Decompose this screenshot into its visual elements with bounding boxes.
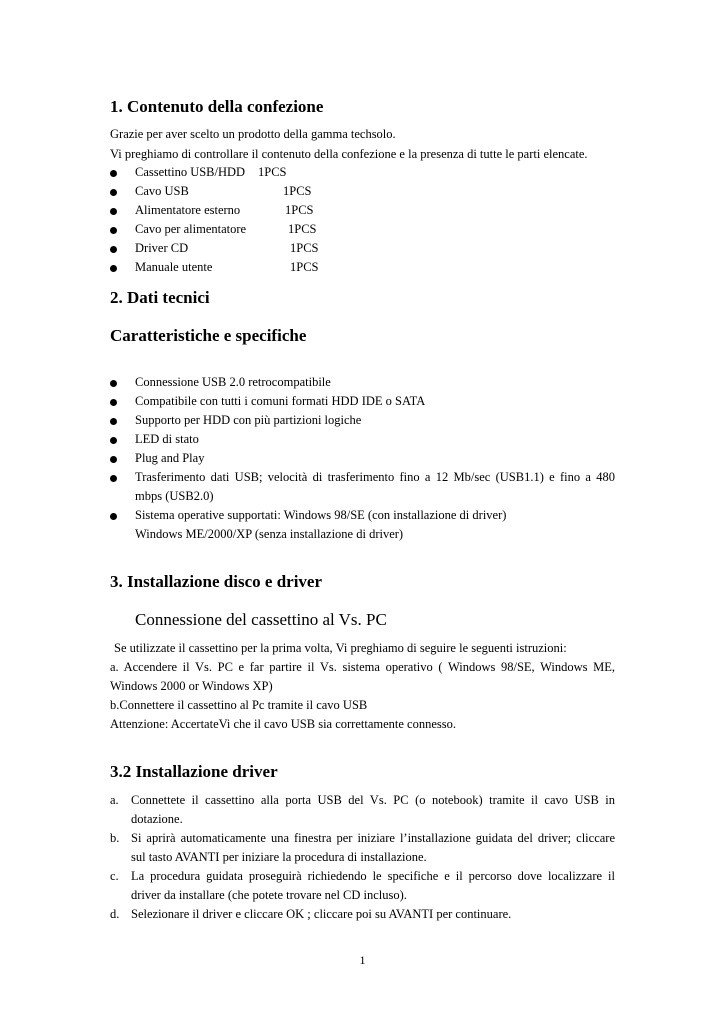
instruction-a-continuation: Windows 2000 or Windows XP)	[110, 679, 273, 693]
step-text: Connettete il cassettino alla porta USB del Vs. PC (o notebook) tramite il cavo USB in	[131, 793, 615, 807]
bullet-icon	[110, 456, 117, 463]
section-3-2-heading: 3.2 Installazione driver	[110, 762, 278, 781]
bullet-icon	[110, 208, 117, 215]
list-item-qty: 1PCS	[288, 222, 317, 236]
step-text-continuation: sul tasto AVANTI per iniziare la procedura di installazione.	[131, 850, 427, 864]
step-marker: c.	[110, 869, 119, 883]
bullet-icon	[110, 170, 117, 177]
section-3-subheading: Connessione del cassettino al Vs. PC	[135, 610, 387, 629]
bullet-icon	[110, 437, 117, 444]
intro-line-1: Grazie per aver scelto un prodotto della gamma techsolo.	[110, 127, 396, 141]
bullet-icon	[110, 399, 117, 406]
step-text: Selezionare il driver e cliccare OK ; cliccare poi su AVANTI per continuare.	[131, 907, 512, 921]
spec-item: Plug and Play	[135, 451, 205, 465]
step-marker: b.	[110, 831, 120, 845]
spec-item-continuation: mbps (USB2.0)	[135, 489, 214, 503]
instruction-a: a. Accendere il Vs. PC e far partire il Vs. sistema operativo ( Windows 98/SE, Windows ME,	[110, 660, 615, 674]
step-marker: d.	[110, 907, 120, 921]
intro-line-2: Vi preghiamo di controllare il contenuto della confezione e la presenza di tutte le parti elencate.	[110, 147, 588, 161]
list-item-qty: 1PCS	[258, 165, 287, 179]
section-2-heading: 2. Dati tecnici	[110, 288, 210, 307]
step-marker: a.	[110, 793, 119, 807]
page-number: 1	[359, 953, 366, 967]
list-item-name: Manuale utente	[135, 260, 213, 274]
spec-item: LED di stato	[135, 432, 199, 446]
attention-note: Attenzione: AccertateVi che il cavo USB sia correttamente connesso.	[110, 717, 456, 731]
instruction-b: b.Connettere il cassettino al Pc tramite il cavo USB	[110, 698, 368, 712]
spec-item: Supporto per HDD con più partizioni logiche	[135, 413, 362, 427]
instructions-intro: Se utilizzate il cassettino per la prima volta, Vi preghiamo di seguire le seguenti istruzioni:	[114, 641, 567, 655]
bullet-icon	[110, 513, 117, 520]
bullet-icon	[110, 227, 117, 234]
spec-item: Sistema operative supportati: Windows 98/SE (con installazione di driver)	[135, 508, 507, 522]
list-item-qty: 1PCS	[290, 260, 319, 274]
spec-item: Connessione USB 2.0 retrocompatibile	[135, 375, 331, 389]
step-text: Si aprirà automaticamente una finestra per iniziare l’installazione guidata del driver; cliccare	[131, 831, 615, 845]
list-item-name: Driver CD	[135, 241, 189, 255]
spec-item: Compatibile con tutti i comuni formati HDD IDE o SATA	[135, 394, 426, 408]
step-text: La procedura guidata proseguirà richiedendo le specifiche e il percorso dove localizzare il	[131, 869, 615, 883]
list-item-qty: 1PCS	[290, 241, 319, 255]
section-1-heading: 1. Contenuto della confezione	[110, 97, 324, 116]
section-2-subheading: Caratteristiche e specifiche	[110, 326, 307, 345]
bullet-icon	[110, 246, 117, 253]
list-item-name: Cassettino USB/HDD	[135, 165, 246, 179]
list-item-qty: 1PCS	[283, 184, 312, 198]
step-text-continuation: driver da installare (che potete trovare nel CD incluso).	[131, 888, 407, 902]
list-item-qty: 1PCS	[285, 203, 314, 217]
bullet-icon	[110, 380, 117, 387]
list-item-name: Cavo per alimentatore	[135, 222, 247, 236]
bullet-icon	[110, 265, 117, 272]
bullet-icon	[110, 418, 117, 425]
section-3-heading: 3. Installazione disco e driver	[110, 572, 323, 591]
spec-item-continuation: Windows ME/2000/XP (senza installazione di driver)	[135, 527, 404, 541]
bullet-icon	[110, 189, 117, 196]
list-item-name: Alimentatore esterno	[135, 203, 241, 217]
bullet-icon	[110, 475, 117, 482]
list-item-name: Cavo USB	[135, 184, 189, 198]
step-text-continuation: dotazione.	[131, 812, 183, 826]
spec-item: Trasferimento dati USB; velocità di trasferimento fino a 12 Mb/sec (USB1.1) e fino a 480	[135, 470, 615, 484]
